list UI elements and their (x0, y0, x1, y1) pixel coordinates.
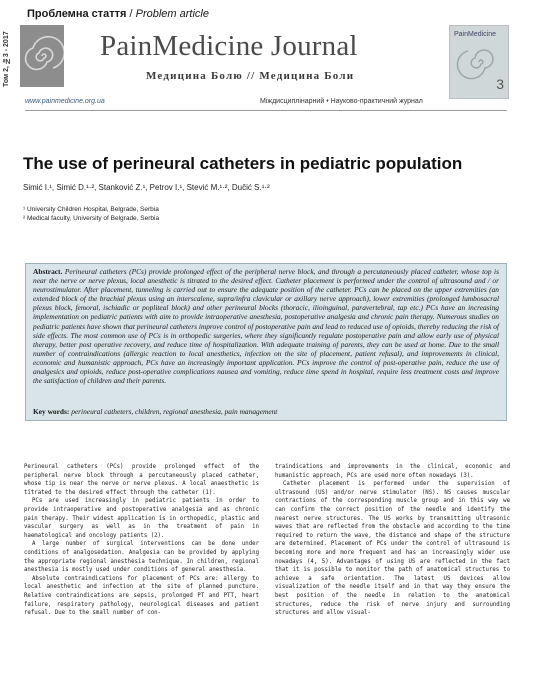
body-paragraph: PCs are used increasingly in pediatric patients in order to provide intraoperative and postoperative analgesia and as chronic pain therapy. Their widest application is in orthopedic, plastic and vascular surgery as well as in the treatment of pain in haematological and oncology patients (2). (24, 498, 259, 539)
abstract-text (33, 267, 499, 385)
body-column-left (24, 463, 259, 618)
body-paragraph: Perineural catheters (PCs) provide prolonged effect of the peripheral nerve block through a percutaneously placed catheter, whose tip is near the nerve or nerve plexus. A local anaesthetic is titrated to the desired effect through the catheter (1). (24, 464, 259, 496)
section-label-ua: Проблемна стаття (27, 8, 127, 20)
shell-logo-icon (20, 25, 64, 87)
cover-title: PainMedicine (454, 31, 497, 38)
cover-issue-number: 3 (496, 76, 504, 92)
abstract-body: Perineural catheters (PCs) provide prolonged effect of the peripheral nerve block, and through a percutaneously placed catheter, whose top is near the nerve or nerve plexus, local anesthetic is titrated to the desired effect. Catheter placement is performed under the control of ultrasound and / or neurostimulator. After placement, tunneling is carried out to ensure the adequate position of the catheter. PCs can be placed on the upper extremities (an extended block of the brachial plexus using an interscalene, supra/infra clavicular or axillary nerve approach), lower extremities (prolonged lumbosacral plexus block, femoral, ischiadic or popliteal block) and other perineural blocks (thoracic, ilioinguinal, paravertebral, tap etc.) PCs have an increasing implementation on pediatric patients with aim to provide intraoperative anesthesia, postoperative analgesia and chronic pain therapy. Numerous studies on pediatric patients have shown that perineural catheters improve control of postoperative pain and lead to reduced use of opioids, thereby reducing the risk of side effects. The most common use of PCs is in orthopedic surgeries, where they significantly regulate postoperative pain and allow early use of physical therapy, better post operative recovery, and reduce time of hospitalization. With adequate training of parents, they can be used at home. Due to the small number of contraindications (allergic reaction to local anesthetics, infection on the site of placement, patient refusal), and improvements in clinical, economic and humanistic approach, PCs have an increasingly important application. PCs improve the control of post-operative pain, reduce the use of analgesics and opioids, reduce post-operative complications nausea and vomiting, reduce time spend in hospital, require less treatment costs and improve the satisfaction of children and their parents. (33, 267, 499, 386)
keywords-label: Key words: (33, 407, 70, 416)
body-paragraph: traindications and improvements in the clinical, economic and humanistic approach, PCs are used more often nowadays (3). (275, 464, 510, 479)
keywords (33, 407, 277, 416)
section-label-en: Problem article (135, 8, 209, 20)
journal-type: Міждисциплінарний • Науково-практичний журнал (260, 98, 423, 105)
keywords-list: perineural catheters, children, regional anesthesia, pain management (71, 407, 278, 416)
journal-cover-thumbnail (449, 25, 509, 99)
abstract-label: Abstract. (33, 267, 63, 276)
body-column-right (275, 463, 510, 618)
section-label: Проблемна стаття / Problem article (27, 8, 209, 20)
body-paragraph: Catheter placement is performed under the supervision of ultrasound (US) and/or nerve stimulator (NS). NS causes muscular contractions of the corresponding muscle group and in this way we can confirm the correct position of the needle and identify the nearest nerve structures. The US works by transmitting ultrasonic waves that are reflected from the obstacle and according to the time required to return the wave, the distance and shape of the structure are determined. Placement of PCs under the control of ultrasound is becoming more and more frequent and has an increasingly wider use nowadays (4, 5). Advantages of using US are reflected in the fact that it is possible to monitor the path of anatomical structures to achieve a safe orientation. The latest US devices allow visualization of the needle itself and in that way they ensure the best position of the needle in relation to the anatomical structures, reduce the risk of nerve injury and surrounding structures and allow visual- (275, 481, 510, 617)
author-list: Simić I.¹, Simić D.¹·², Stanković Z.¹, Petrov I.¹, Stević M.¹·², Dučić S.¹·² (23, 183, 270, 192)
affiliation-2: ² Medical faculty, University of Belgrade, Serbia (23, 215, 160, 222)
affiliation-1: ¹ University Children Hospital, Belgrade, Serbia (23, 206, 159, 213)
body-paragraph: Absolute contraindications for placement of PCs are: allergy to local anesthetic and infection at the site of planned puncture. Relative contraindications are sepsis, prolonged PT and PTT, heart failure, respiratory pathology, neurological diseases and patient refusal. Due to the small number of con- (24, 575, 259, 617)
journal-title: PainMedicine Journal (100, 30, 358, 62)
website-link[interactable]: www.painmedicine.org.ua (25, 98, 105, 105)
header-divider (25, 110, 507, 111)
volume-label: Том 2, №3 - 2017 (3, 31, 10, 87)
body-paragraph: A large number of surgical interventions can be done under conditions of analgosedation. Analgesia can be provided by applying the appropriate regional anesthesia technique. In children, regional anesthesia is mostly used under conditions of general anesthesia. (24, 541, 259, 574)
article-title: The use of perineural catheters in pediatric population (23, 154, 463, 173)
journal-subtitle: Медицина Болю // Медицина Боли (146, 70, 355, 82)
